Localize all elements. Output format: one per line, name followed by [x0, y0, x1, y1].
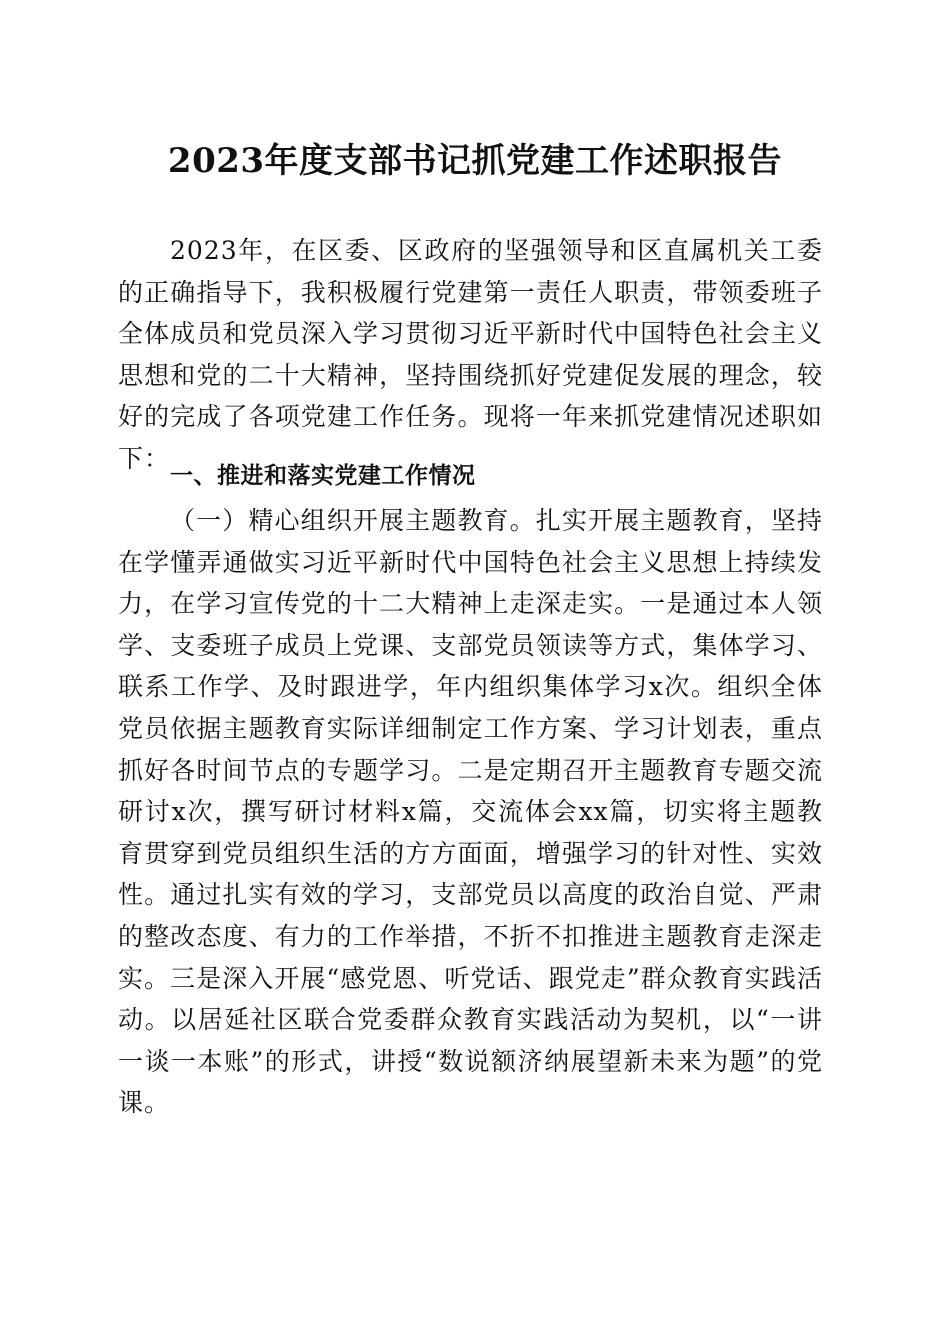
- intro-paragraph: 2023年，在区委、区政府的坚强领导和区直属机关工委的正确指导下，我积极履行党建第一责任人职责，带领委班子全体成员和党员深入学习贯彻习近平新时代中国特色社会主义思想和党的二十大精神，坚持围绕抓好党建促发展的理念，较好的完成了各项党建工作任务。现将一年来抓党建情况述职如下：: [118, 236, 823, 473]
- subsection-heading: （一）精心组织开展主题教育。: [170, 506, 536, 535]
- subsection-paragraph: [118, 500, 823, 1124]
- document-title: 2023年度支部书记抓党建工作述职报告: [167, 141, 783, 181]
- section-heading: 一、推进和落实党建工作情况: [170, 463, 476, 489]
- subsection-body: 扎实开展主题教育，坚持在学懂弄通做实习近平新时代中国特色社会主义思想上持续发力，在学习宣传党的十二大精神上走深走实。一是通过本人领学、支委班子成员上党课、支部党员领读等方式，集体学习、联系工作学、及时跟进学，年内组织集体学习x次。组织全体党员依据主题教育实际详细制定工作方案、学习计划表，重点抓好各时间节点的专题学习。二是定期召开主题教育专题交流研讨x次，撰写研讨材料x篇，交流体会xx篇，切实将主题教育贯穿到党员组织生活的方方面面，增强学习的针对性、实效性。通过扎实有效的学习，支部党员以高度的政治自觉、严肃的整改态度、有力的工作举措，不折不扣推进主题教育走深走实。三是深入开展“感党恩、听党话、跟党走”群众教育实践活动。以居延社区联合党委群众教育实践活动为契机，以“一讲一谈一本账”的形式，讲授“数说额济纳展望新未来为题”的党课。: [118, 506, 823, 1118]
